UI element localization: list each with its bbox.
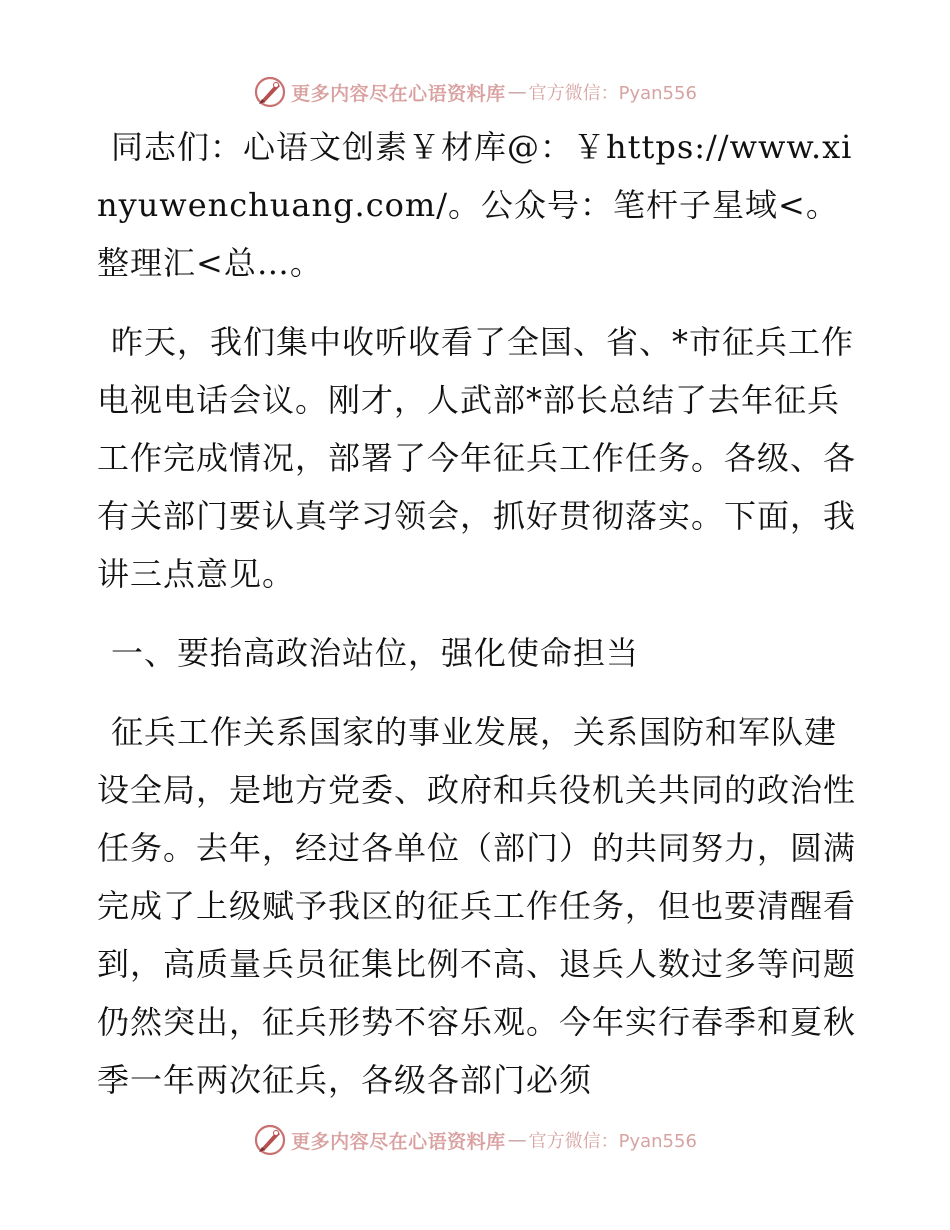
section-heading-1: 一、要抬高政治站位，强化使命担当 [111,634,640,672]
document-body [97,118,857,1130]
paragraph-section-1: 征兵工作关系国家的事业发展，关系国防和军队建设全局，是地方党委、政府和兵役机关共同的政治性任务。去年，经过各单位（部门）的共同努力，圆满完成了上级赋予我区的征兵工作任务，但也要清醒看到，高质量兵员征集比例不高、退兵人数过多等问题仍然突出，征兵形势不容乐观。今年实行春季和夏秋季一年两次征兵，各级各部门必须 [97,713,857,1099]
quill-pen-icon [253,1123,287,1157]
footer-watermark-banner [0,1118,950,1162]
promo-text: 更多内容尽在心语资料库 [291,82,506,105]
paragraph-intro: 昨天，我们集中收听收看了全国、省、*市征兵工作电视电话会议。刚才，人武部*部长总结了去年征兵工作完成情况，部署了今年征兵工作任务。各级、各有关部门要认真学习领会，抓好贯彻落实。下面，我讲三点意见。 [97,323,857,593]
paragraph-greeting: 同志们：心语文创素￥材库@：￥https://www.xinyuwenchuang.com/。公众号：笔杆子星域<。整理汇<总…。 [97,128,853,282]
separator: — [507,81,527,103]
wechat-contact: 官方微信：Pyan556 [528,83,697,104]
wechat-contact: 官方微信：Pyan556 [528,1131,697,1152]
header-watermark-banner [0,70,950,114]
quill-pen-icon [253,75,287,109]
separator: — [507,1129,527,1151]
promo-text: 更多内容尽在心语资料库 [291,1130,506,1153]
